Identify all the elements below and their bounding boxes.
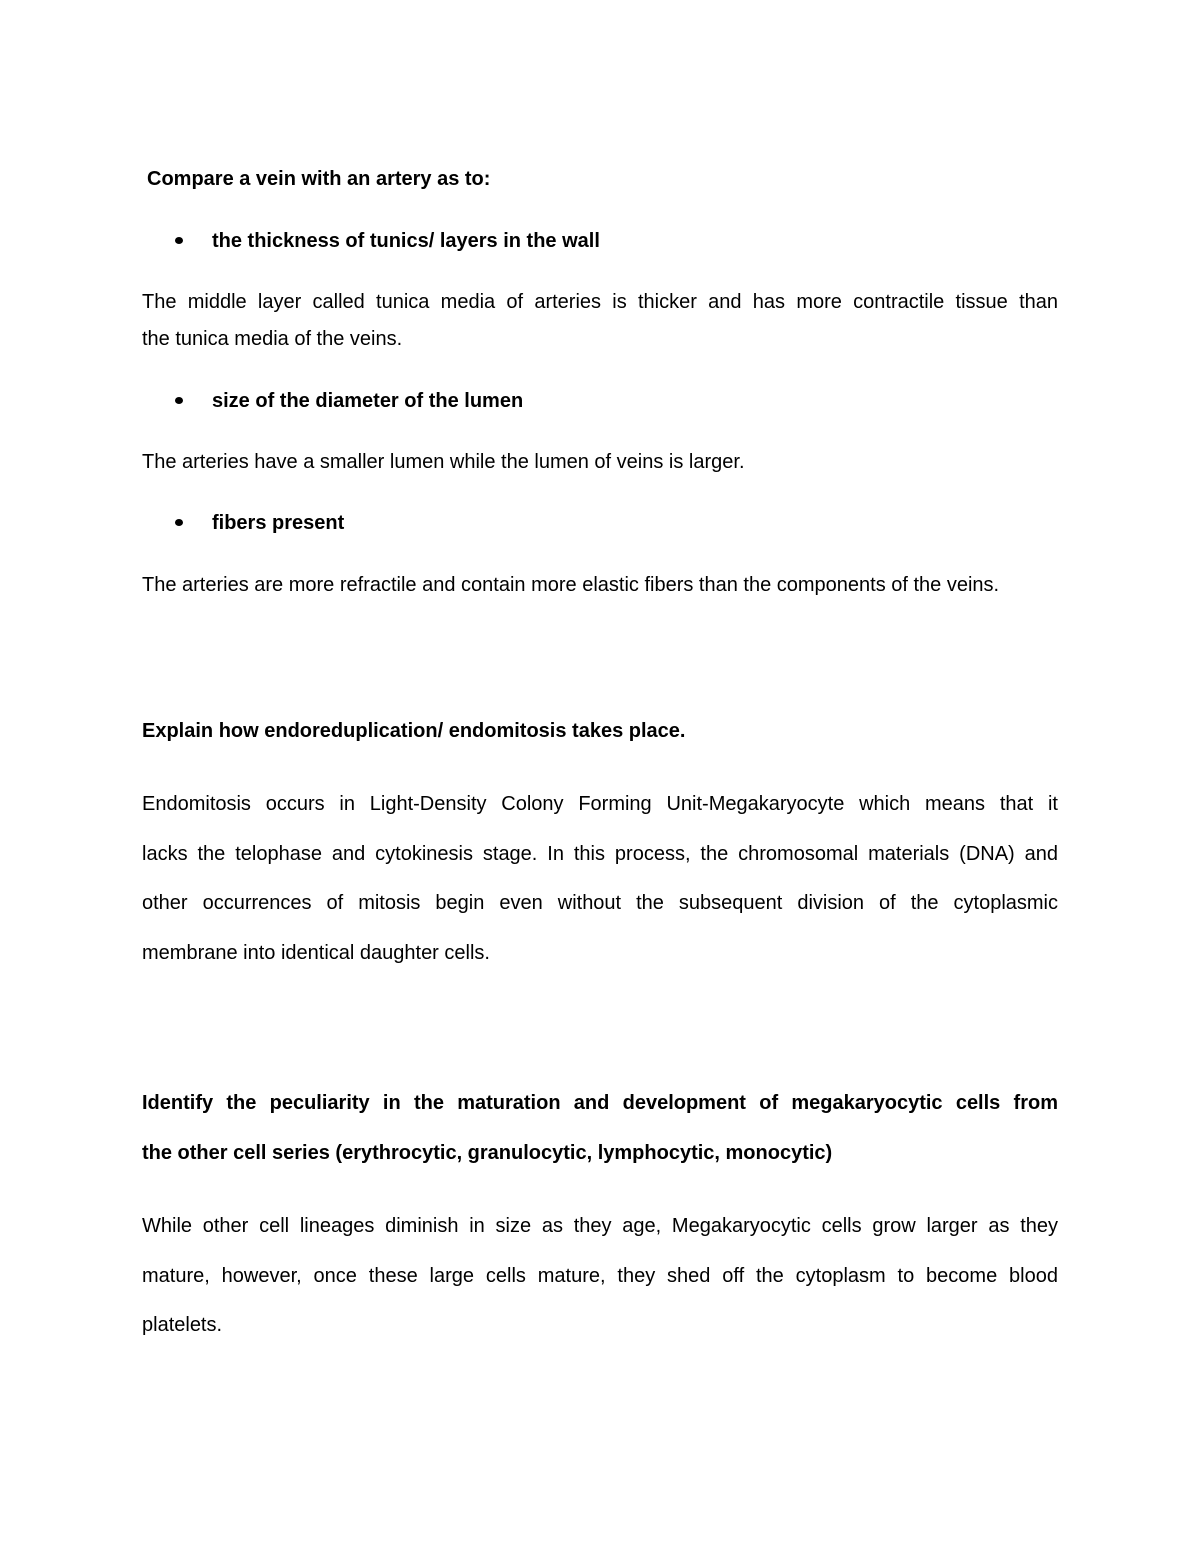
answer-line: mature, however, once these large cells mature, they shed off the cytoplasm to become blood [142, 1265, 1058, 1287]
bullet-label: size of the diameter of the lumen [212, 390, 524, 412]
bullet-icon [175, 237, 183, 244]
section1-heading: Compare a vein with an artery as to: [147, 168, 491, 190]
answer-line: The middle layer called tunica media of arteries is thicker and has more contractile tissue than [142, 291, 1058, 313]
answer-line: The arteries are more refractile and contain more elastic fibers than the components of the veins. [142, 574, 1000, 596]
list-item [142, 511, 1058, 535]
list-item [142, 389, 1058, 413]
bullet-label: fibers present [212, 512, 345, 534]
answer-line: While other cell lineages diminish in size as they age, Megakaryocytic cells grow larger as they [142, 1215, 1058, 1237]
answer-line: The arteries have a smaller lumen while the lumen of veins is larger. [142, 451, 745, 473]
answer-line: the tunica media of the veins. [142, 328, 403, 350]
answer-line: Endomitosis occurs in Light-Density Colony Forming Unit-Megakaryocyte which means that it [142, 793, 1058, 815]
answer-line: other occurrences of mitosis begin even without the subsequent division of the cytoplasmic [142, 892, 1058, 914]
bullet-icon [175, 397, 183, 404]
bullet-icon [175, 519, 183, 526]
section2-heading: Explain how endoreduplication/ endomitosis takes place. [142, 720, 686, 742]
list-item [142, 229, 1058, 253]
answer-line: lacks the telophase and cytokinesis stage. In this process, the chromosomal materials (DNA) and [142, 843, 1058, 865]
bullet-label: the thickness of tunics/ layers in the wall [212, 230, 600, 252]
answer-line: membrane into identical daughter cells. [142, 942, 490, 964]
section3-heading: Identify the peculiarity in the maturation and development of megakaryocytic cells from [142, 1092, 1058, 1114]
answer-line: platelets. [142, 1314, 223, 1336]
section3-heading-continued: the other cell series (erythrocytic, granulocytic, lymphocytic, monocytic) [142, 1142, 833, 1164]
